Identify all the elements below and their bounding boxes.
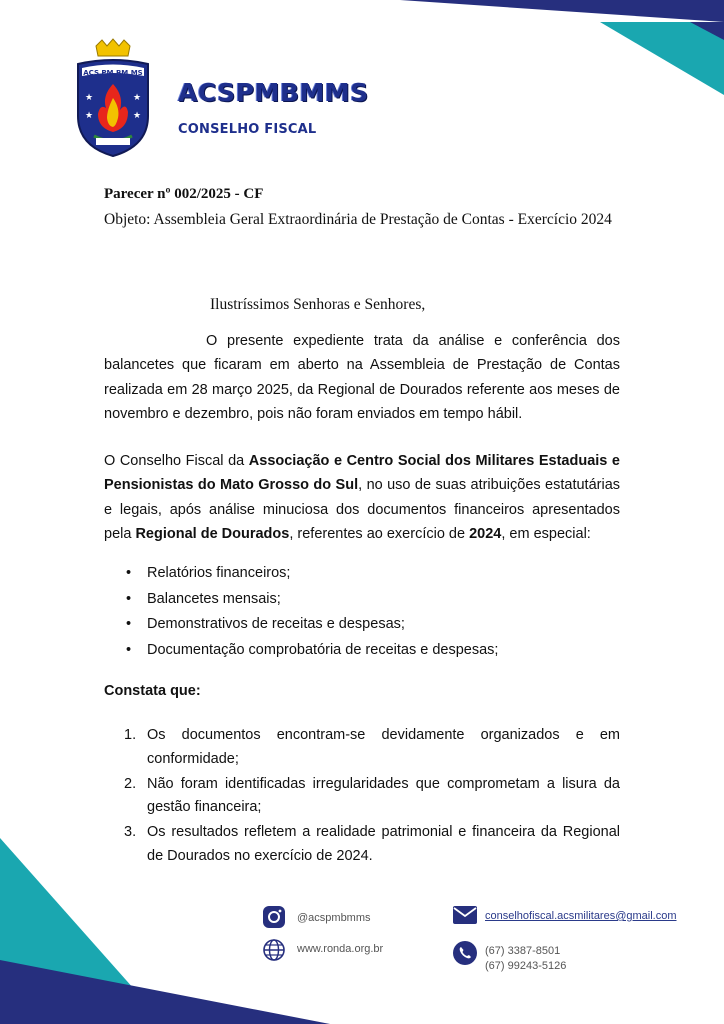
svg-text:ACS PM BM MS: ACS PM BM MS	[83, 69, 143, 77]
paragraph-text: , referentes ao exercício de	[289, 526, 470, 543]
bullet-marker: •	[126, 641, 132, 658]
finding-text: Não foram identificadas irregularidades que comprometam a lisura da gestão financeira;	[147, 775, 620, 815]
bullet-marker: •	[126, 616, 132, 632]
finding-item	[104, 724, 620, 771]
findings-heading: Constata que:	[104, 683, 201, 699]
phone-number-landline[interactable]: (67) 3387-8501	[485, 945, 561, 957]
document-object: Objeto: Assembleia Geral Extraordinária de Prestação de Contas - Exercício 2024	[104, 211, 612, 228]
top-right-navy-band	[400, 0, 724, 22]
list-item-text: Documentação comprobatória de receitas e despesas;	[147, 641, 499, 658]
list-item	[104, 616, 620, 642]
list-item	[104, 642, 620, 668]
findings-list	[104, 724, 620, 870]
documents-list	[104, 565, 620, 667]
paragraph-council	[104, 449, 620, 547]
finding-number: 2.	[124, 775, 137, 792]
paragraph-text: , em especial:	[501, 526, 591, 543]
list-item-text: Relatórios financeiros;	[147, 565, 291, 581]
list-item-text: Demonstrativos de receitas e despesas;	[147, 616, 405, 632]
regional-name: Regional de Dourados	[135, 526, 290, 543]
letterhead	[74, 38, 394, 163]
mail-icon	[453, 906, 477, 924]
paragraph-intro: O presente expediente trata da análise e conferência dos balancetes que ficaram em aberto na Assembleia de Prestação de Contas realizada em 28 março 2025, da Regional de Dourados referente aos meses de novembro e dezembro, pois não foram enviados em tempo hábil.	[104, 333, 620, 423]
finding-number: 3.	[124, 824, 137, 840]
phone-number-mobile[interactable]: (67) 99243-5126	[485, 960, 567, 972]
phone-icon	[453, 941, 477, 965]
fiscal-year: 2024	[469, 526, 502, 543]
finding-item	[104, 821, 620, 868]
association-full-name: Associação e Centro Social dos Militares Estaduais e Pensionistas do Mato Grosso do Sul	[104, 453, 620, 494]
website-link[interactable]: www.ronda.org.br	[297, 943, 384, 955]
finding-item	[104, 773, 620, 820]
list-item-text: Balancetes mensais;	[147, 590, 281, 607]
association-crest-logo	[74, 38, 152, 158]
svg-text:★: ★	[132, 92, 142, 102]
document-reference: Parecer nº 002/2025 - CF	[104, 186, 264, 202]
svg-text:★: ★	[84, 110, 94, 120]
list-item	[104, 591, 620, 617]
globe-icon	[262, 938, 286, 962]
organization-name: ACSPMBMMS	[178, 78, 369, 107]
finding-text: Os resultados refletem a realidade patrimonial e financeira da Regional de Dourados no exercício de 2024.	[147, 824, 620, 864]
finding-number: 1.	[124, 727, 137, 743]
svg-text:★: ★	[132, 110, 142, 120]
paragraph-text: O Conselho Fiscal da	[104, 453, 249, 469]
paragraph-text: , no uso de suas atribuições estatutárias e legais, após análise minuciosa dos documentos financeiros apresentados pela	[104, 477, 621, 543]
svg-text:★: ★	[84, 92, 94, 102]
bullet-marker: •	[126, 590, 132, 607]
bullet-marker: •	[126, 565, 132, 581]
list-item	[104, 565, 620, 591]
email-link[interactable]: conselhofiscal.acsmilitares@gmail.com	[485, 910, 677, 922]
instagram-handle[interactable]: @acspmbmms	[297, 912, 371, 924]
greeting: Ilustríssimos Senhoras e Senhores,	[210, 296, 426, 313]
organization-subtitle: CONSELHO FISCAL	[178, 122, 317, 137]
top-right-teal-band	[600, 22, 724, 95]
instagram-icon	[262, 905, 286, 929]
finding-text: Os documentos encontram-se devidamente organizados e em conformidade;	[147, 727, 620, 767]
